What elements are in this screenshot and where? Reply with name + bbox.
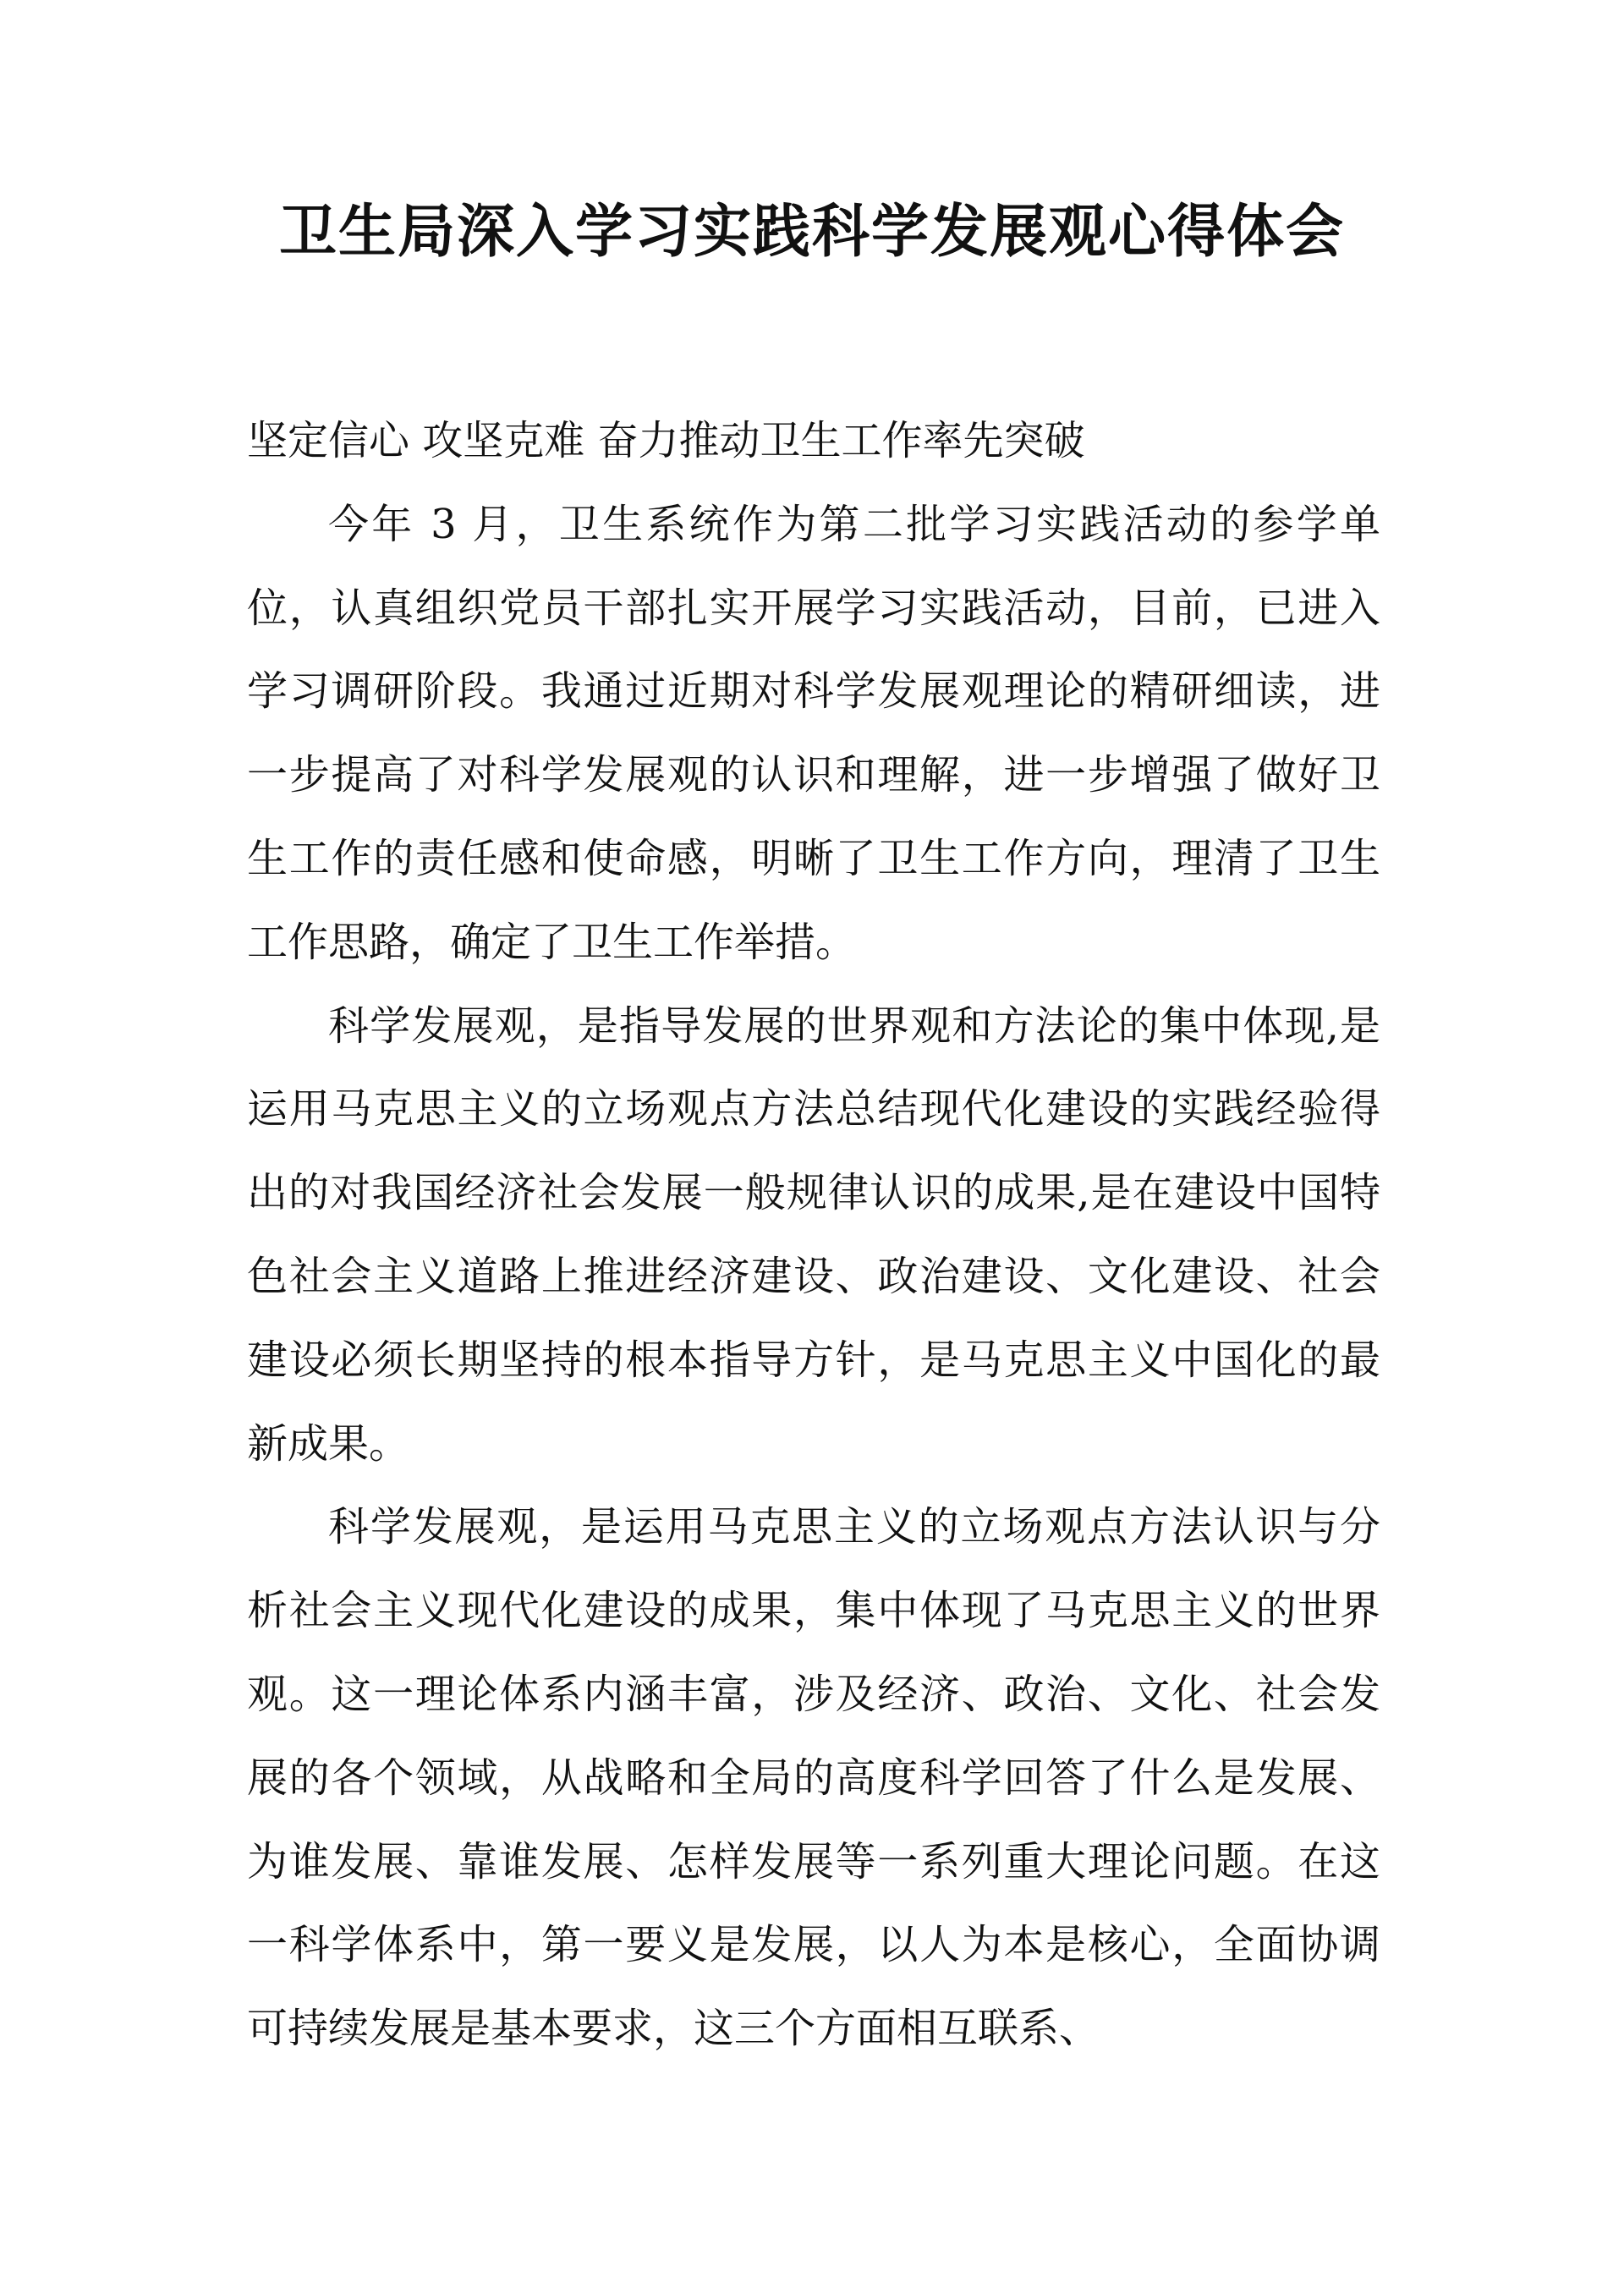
document-body xyxy=(247,399,1380,2071)
paragraph-2: 科学发展观，是指导发展的世界观和方法论的集中体现,是运用马克思主义的立场观点方法总结现代化建设的实践经验得出的对我国经济社会发展一般规律认识的成果,是在建设中国特色社会主义道路上推进经济建设、政治建设、文化建设、社会建设必须长期坚持的根本指导方针，是马克思主义中国化的最新成果。 xyxy=(247,1002,1380,1468)
document-title: 卫生局深入学习实践科学发展观心得体会 xyxy=(278,199,1345,266)
paragraph-3: 科学发展观，是运用马克思主义的立场观点方法认识与分析社会主义现代化建设的成果，集中体现了马克思主义的世界观。这一理论体系内涵丰富，涉及经济、政治、文化、社会发展的各个领域，从战略和全局的高度科学回答了什么是发展、为谁发展、靠谁发展、怎样发展等一系列重大理论问题。在这一科学体系中，第一要义是发展，以人为本是核心，全面协调可持续发展是基本要求，这三个方面相互联系、 xyxy=(247,1503,1380,2053)
paragraph-1: 今年 3 月，卫生系统作为第二批学习实践活动的参学单位，认真组织党员干部扎实开展学习实践活动，目前，已进入学习调研阶段。我通过近期对科学发展观理论的精研细读，进一步提高了对科学发展观的认识和理解，进一步增强了做好卫生工作的责任感和使命感，明晰了卫生工作方向，理清了卫生工作思路，确定了卫生工作举措。 xyxy=(247,500,1380,966)
document-subtitle: 坚定信心 攻坚克难 奋力推动卫生工作率先突破 xyxy=(247,417,1085,464)
